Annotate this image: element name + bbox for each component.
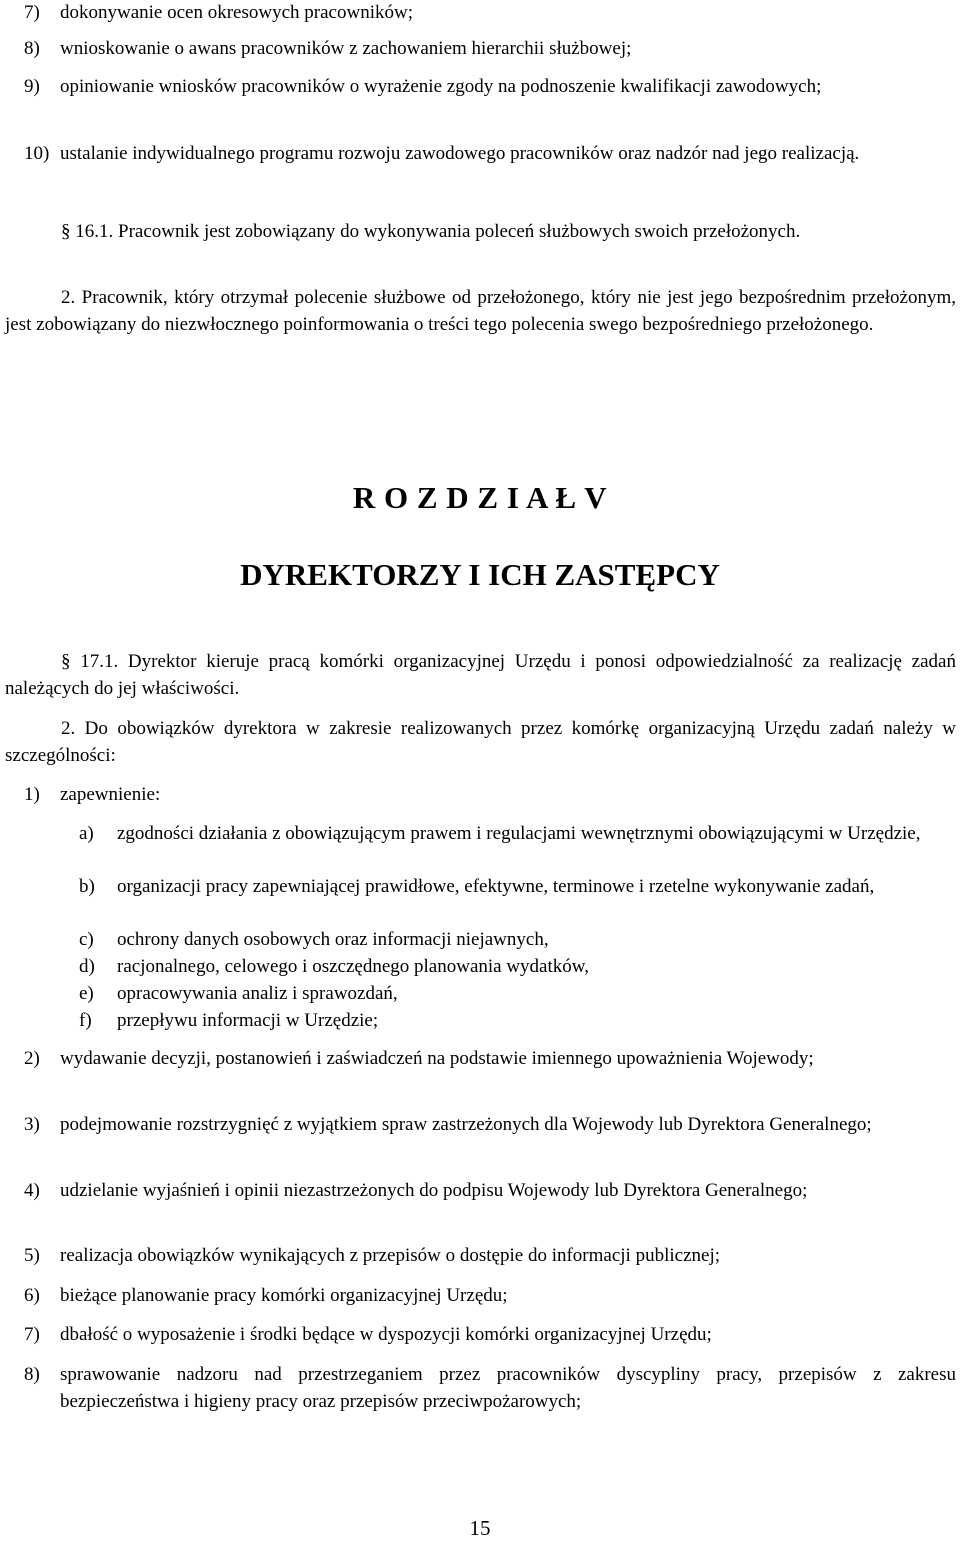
- sub-list-item: [79, 981, 956, 1008]
- sub-item-letter: e): [79, 983, 94, 1004]
- duty-number: 3): [24, 1114, 40, 1135]
- sub-item-letter: a): [79, 823, 94, 844]
- sub-item-letter: f): [79, 1010, 92, 1031]
- list-item-text: dokonywanie ocen okresowych pracowników;: [60, 2, 413, 23]
- duty-item: [24, 1322, 956, 1349]
- paragraph-16-2: 2. Pracownik, który otrzymał polecenie służbowe od przełożonego, który nie jest jego bezpośrednim przełożonym, jest zobowiązany do niezwłocznego poinformowania o treści tego polecenia swego bezpośredniego przełożonego.: [5, 287, 956, 335]
- duty-text: podejmowanie rozstrzygnięć z wyjątkiem spraw zastrzeżonych dla Wojewody lub Dyrektora Generalnego;: [60, 1114, 872, 1135]
- sub-list-item: [79, 1008, 956, 1035]
- sub-item-letter: b): [79, 876, 95, 897]
- duty-number: 6): [24, 1285, 40, 1306]
- paragraph-16-1: § 16.1. Pracownik jest zobowiązany do wykonywania poleceń służbowych swoich przełożonych.: [61, 221, 801, 242]
- duty-item: [24, 1046, 956, 1073]
- list-item: [24, 141, 956, 168]
- sub-list-item: [79, 821, 956, 848]
- duty-item: [24, 1283, 956, 1310]
- paragraph-17-1: § 17.1. Dyrektor kieruje pracą komórki organizacyjnej Urzędu i ponosi odpowiedzialność za realizację zadań należących do jej właściwości.: [5, 651, 956, 699]
- duty-text: sprawowanie nadzoru nad przestrzeganiem przez pracowników dyscypliny pracy, przepisów z zakresu bezpieczeństwa i higieny pracy oraz przepisów przeciwpożarowych;: [60, 1364, 956, 1412]
- list-item-text: wnioskowanie o awans pracowników z zachowaniem hierarchii służbowej;: [60, 38, 632, 59]
- duty-number: 7): [24, 1324, 40, 1345]
- paragraph-17-2: 2. Do obowiązków dyrektora w zakresie realizowanych przez komórkę organizacyjną Urzędu zadań należy w szczególności:: [5, 718, 956, 766]
- duty-text: wydawanie decyzji, postanowień i zaświadczeń na podstawie imiennego upoważnienia Wojewody;: [60, 1048, 814, 1069]
- list-item-text: ustalanie indywidualnego programu rozwoju zawodowego pracowników oraz nadzór nad jego realizacją.: [60, 143, 860, 164]
- duty-text: udzielanie wyjaśnień i opinii niezastrzeżonych do podpisu Wojewody lub Dyrektora Generalnego;: [60, 1180, 808, 1201]
- sub-item-text: zgodności działania z obowiązującym prawem i regulacjami wewnętrznymi obowiązującymi w Urzędzie,: [117, 823, 921, 844]
- sub-list-item: [79, 927, 956, 954]
- list-item-number: 8): [24, 38, 40, 59]
- duty-item: [24, 782, 956, 809]
- duty-number: 2): [24, 1048, 40, 1069]
- sub-list-item: [79, 874, 956, 901]
- duty-number: 4): [24, 1180, 40, 1201]
- duty-item: [24, 1243, 956, 1270]
- duty-item: [24, 1178, 956, 1205]
- duty-text: zapewnienie:: [60, 784, 161, 805]
- duty-text: dbałość o wyposażenie i środki będące w dyspozycji komórki organizacyjnej Urzędu;: [60, 1324, 712, 1345]
- chapter-title: R O Z D Z I A Ł V: [352, 480, 608, 515]
- list-item-number: 7): [24, 2, 40, 23]
- duty-number: 1): [24, 784, 40, 805]
- list-item-number: 10): [24, 143, 50, 164]
- list-item: [24, 0, 956, 27]
- duty-text: realizacja obowiązków wynikających z przepisów o dostępie do informacji publicznej;: [60, 1245, 720, 1266]
- sub-item-text: opracowywania analiz i sprawozdań,: [117, 983, 398, 1004]
- sub-item-text: racjonalnego, celowego i oszczędnego planowania wydatków,: [117, 956, 590, 977]
- duty-item: [24, 1362, 956, 1415]
- duty-text: bieżące planowanie pracy komórki organizacyjnej Urzędu;: [60, 1285, 508, 1306]
- list-item-text: opiniowanie wniosków pracowników o wyrażenie zgody na podnoszenie kwalifikacji zawodowych;: [60, 76, 822, 97]
- chapter-subtitle: DYREKTORZY I ICH ZASTĘPCY: [240, 557, 720, 592]
- list-item: [24, 74, 956, 101]
- list-item: [24, 36, 956, 63]
- duty-number: 8): [24, 1364, 40, 1385]
- sub-item-letter: d): [79, 956, 95, 977]
- sub-item-text: przepływu informacji w Urzędzie;: [117, 1010, 379, 1031]
- list-item-number: 9): [24, 76, 40, 97]
- duty-number: 5): [24, 1245, 40, 1266]
- sub-item-letter: c): [79, 929, 94, 950]
- duty-item: [24, 1112, 956, 1139]
- sub-item-text: ochrony danych osobowych oraz informacji niejawnych,: [117, 929, 549, 950]
- sub-item-text: organizacji pracy zapewniającej prawidłowe, efektywne, terminowe i rzetelne wykonywanie zadań,: [117, 876, 875, 897]
- sub-list-item: [79, 954, 956, 981]
- page-number: 15: [469, 1516, 491, 1540]
